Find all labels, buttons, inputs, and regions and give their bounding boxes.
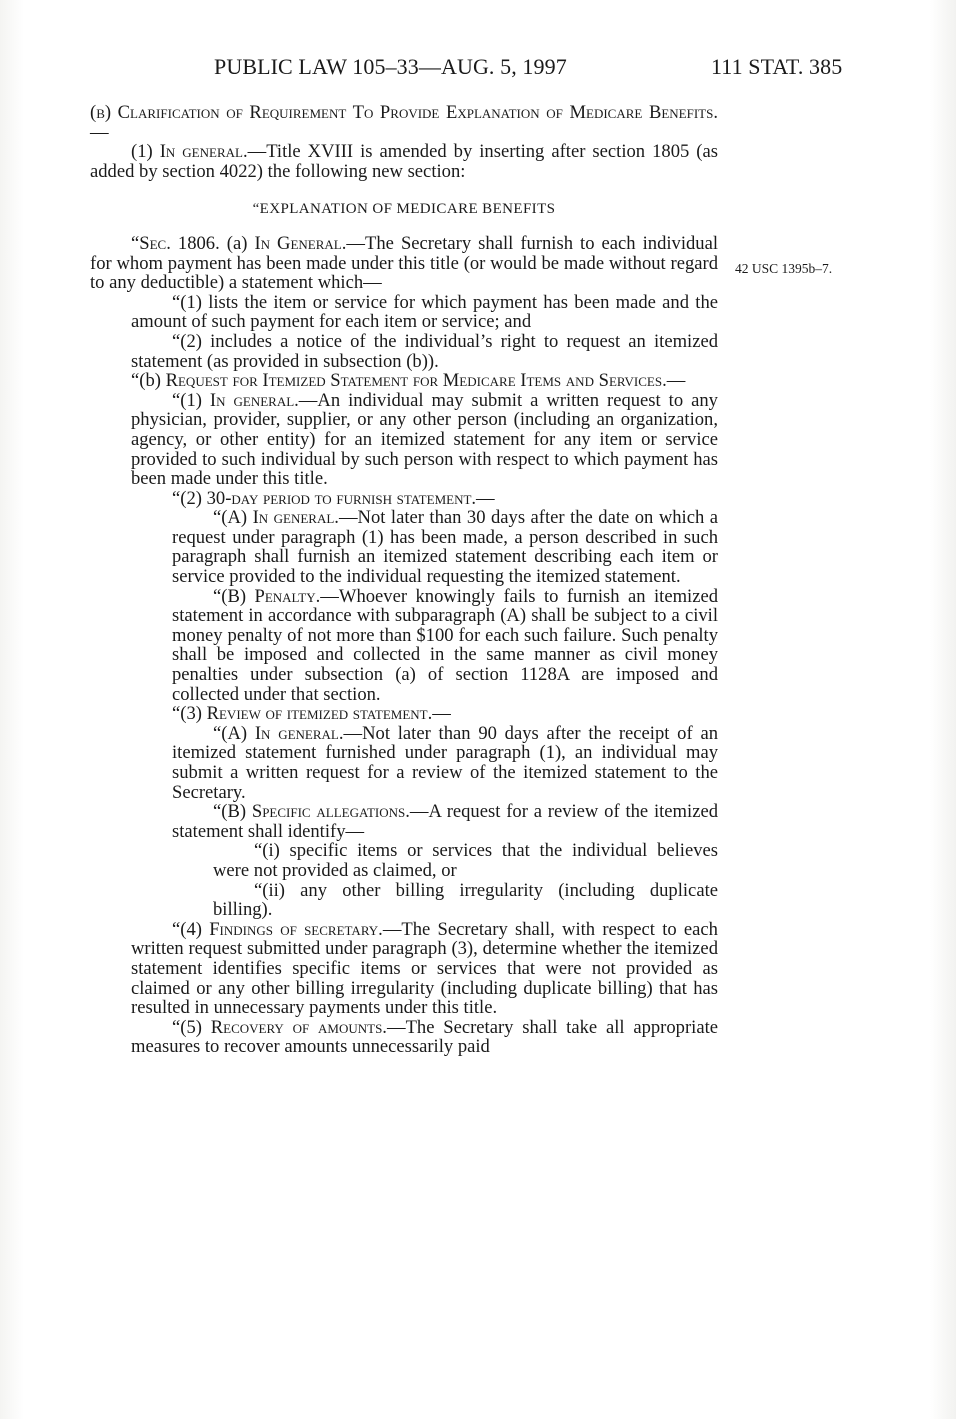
paragraph-heading: Recovery of amounts. xyxy=(210,1016,387,1038)
paragraph-heading: 30-day period to furnish statement. xyxy=(206,487,477,509)
clause-b-1: “(1) In general.—An individual may submit a written request to any physician, provider, supplier, or any other person (including an organization, agency, or other entity) for an itemized statement for any item or service provided to such individual by such person with respect to which payment has been made under this title. xyxy=(131,389,718,490)
paragraph-text: —Not later than 90 days after the receipt of an itemized statement furnished under paragraph (1), an individual may submit a written request for a review of the itemized statement to the Secretary. xyxy=(172,722,718,803)
paragraph-text: —The Secretary shall furnish to each individual for whom payment has been made under this title (or would be made without regard to any deductible) a statement which— xyxy=(90,232,719,294)
paragraph-1-in-general xyxy=(90,142,718,181)
running-header-title: PUBLIC LAW 105–33—AUG. 5, 1997 xyxy=(214,54,567,79)
section-1806-a xyxy=(90,234,718,293)
paragraph-text: —The Secretary shall take all appropriate measures to recover amounts unnecessarily paid xyxy=(131,1016,718,1058)
paragraph-text: —A request for a review of the itemized statement shall identify— xyxy=(172,801,718,842)
clause-b-3-B-ii: “(ii) any other billing irregularity (including duplicate billing). xyxy=(213,879,718,921)
section-heading: “EXPLANATION OF MEDICARE BENEFITS xyxy=(252,201,556,218)
paragraph-heading: In general. xyxy=(254,722,344,744)
section-label: “Sec. xyxy=(131,232,171,254)
running-header-page-number: 111 STAT. 385 xyxy=(711,54,843,79)
paragraph-heading: Specific allegations. xyxy=(251,801,410,823)
paragraph-heading: In general. xyxy=(209,389,299,411)
paragraph-text: —An individual may submit a written request to any physician, provider, supplier, or any other person (including an organization, agency, or other entity) for an itemized statement for any item or service provided to such individual by such person with respect to which payment has been made under this title. xyxy=(131,389,718,490)
paragraph-heading: In General. xyxy=(254,232,347,254)
clause-b-5: “(5) Recovery of amounts.—The Secretary shall take all appropriate measures to recover amounts unnecessarily paid xyxy=(131,1016,718,1058)
paragraph-heading: In general. xyxy=(252,507,339,529)
paragraph-heading: Request for Itemized Statement for Medicare Items and Services. xyxy=(165,370,667,392)
section-number: 1806. (a) xyxy=(170,232,255,254)
document-body xyxy=(90,103,718,1057)
clause-b-3-B-i: “(i) specific items or services that the individual believes were not provided as claimed, or xyxy=(213,840,718,881)
clause-b-4: “(4) Findings of secretary.—The Secretary shall, with respect to each written request submitted under paragraph (3), determine whether the itemized statement identifies specific items or services that were not provided as claimed or any other billing irregularity (including duplicate billing) that has resulted in unnecessary payments under this title. xyxy=(131,918,718,1019)
clause-b-3-heading: “(3) Review of itemized statement.— xyxy=(172,703,451,725)
paragraph-heading: Review of itemized statement. xyxy=(206,703,433,725)
clause-b-2-B: “(B) Penalty.—Whoever knowingly fails to furnish an itemized statement in accordance with subparagraph (A) shall be subject to a civil money penalty of not more than $100 for each such failure. Such penalty shall be imposed and collected in the same manner as civil money penalties under subsection (a) of section 1128A are imposed and collected under that section. xyxy=(172,585,718,705)
paragraph-text: —The Secretary shall, with respect to each written request submitted under paragraph (3), determine whether the itemized statement identifies specific items or services that were not provided as claimed or any other billing irregularity (including duplicate billing) that has resulted in unnecessary payments under this title. xyxy=(131,918,718,1019)
clause-b-3-B: “(B) Specific allegations.—A request for a review of the itemized statement shall identify— xyxy=(172,801,718,842)
margin-citation: 42 USC 1395b–7. xyxy=(735,261,833,276)
paragraph-text: —Title XVIII is amended by inserting after section 1805 (as added by section 4022) the following new section: xyxy=(90,141,718,182)
paragraph-heading: (1) In general. xyxy=(131,141,248,163)
paragraph-text: —Not later than 30 days after the date on which a request under paragraph (1) has been made, a person described in such paragraph shall furnish an itemized statement describing each item or service provided to the individual requesting the itemized statement. xyxy=(172,507,718,588)
paragraph-b-heading: (b) Clarification of Requirement To Provide Explanation of Medicare Benefits.— xyxy=(90,102,718,143)
clause-a-2: “(2) includes a notice of the individual’s right to request an itemized statement (as provided in subsection (b)). xyxy=(131,330,718,372)
clause-b-3-A: “(A) In general.—Not later than 90 days after the receipt of an itemized statement furnished under paragraph (1), an individual may submit a written request for a review of the itemized statement to the Secretary. xyxy=(172,722,718,803)
subsection-b-heading: “(b) Request for Itemized Statement for Medicare Items and Services.— xyxy=(131,370,686,392)
paragraph-heading: Findings of secretary. xyxy=(209,918,383,940)
paragraph-text: —Whoever knowingly fails to furnish an itemized statement in accordance with subparagraph (A) shall be subject to a civil money penalty of not more than $100 for each such failure. Such penalty shall be imposed and collected in the same manner as civil money penalties under subsection (a) of section 1128A are imposed and collected under that section. xyxy=(172,585,718,705)
clause-b-2-A: “(A) In general.—Not later than 30 days after the date on which a request under paragraph (1) has been made, a person described in such paragraph shall furnish an itemized statement describing each item or service provided to the individual requesting the itemized statement. xyxy=(172,507,718,588)
clause-a-1: “(1) lists the item or service for which payment has been made and the amount of such payment for each item or service; and xyxy=(131,291,718,333)
clause-b-2-heading: “(2) 30-day period to furnish statement.— xyxy=(172,487,495,509)
paragraph-heading: Penalty. xyxy=(254,585,321,607)
